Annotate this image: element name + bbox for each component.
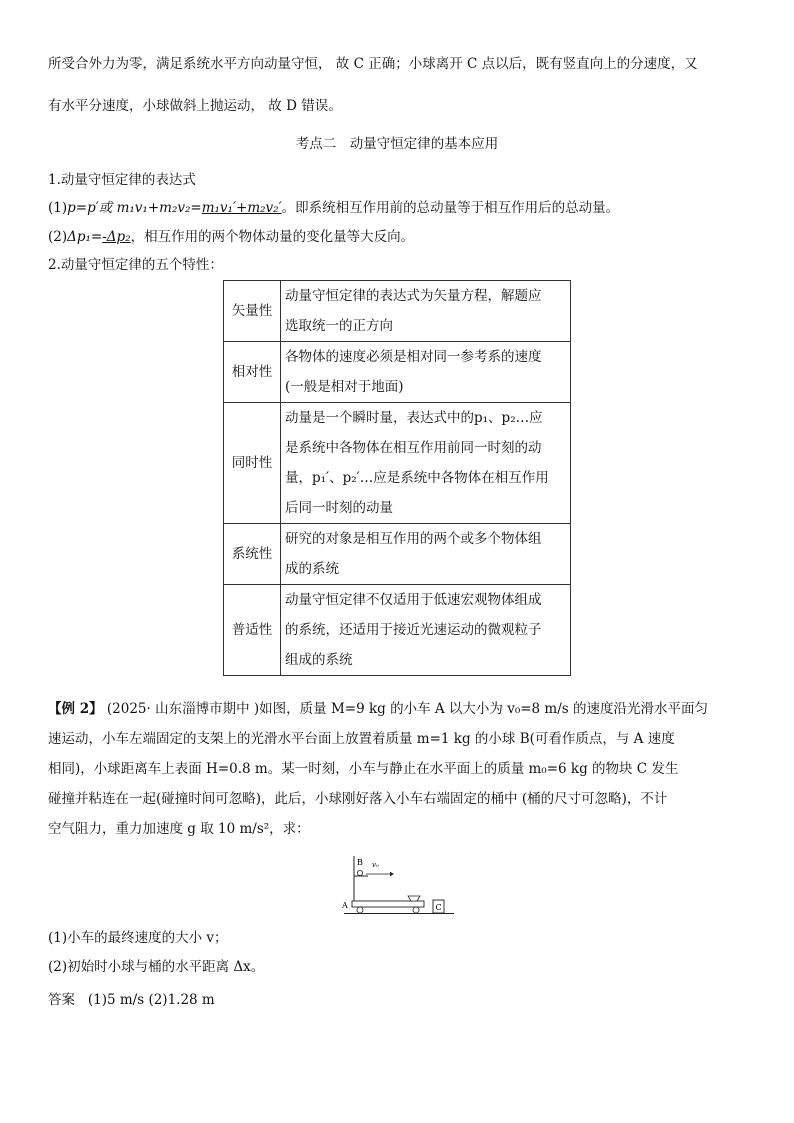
desc-line: 组成的系统 [285, 652, 353, 668]
question-2: (2)初始时小球与桶的水平距离 Δx。 [48, 959, 265, 975]
desc-line: 各物体的速度必须是相对同一参考系的速度 [285, 349, 542, 365]
property-desc [281, 585, 571, 676]
velocity-label: v₀ [372, 861, 379, 869]
bucket [408, 896, 420, 901]
formula-line-2 [48, 225, 414, 245]
property-desc [281, 524, 571, 585]
intro-line-1: 所受合外力为零，满足系统水平方向动量守恒， 故 C 正确；小球离开 C 点以后，既有竖直向上的分速度，又 [48, 56, 698, 72]
property-name: 系统性 [224, 524, 281, 585]
example-line: 速运动，小车左端固定的支架上的光滑水平台面上放置着质量 m=1 kg 的小球 B(可看作质点，与 A 速度 [48, 731, 675, 747]
section-title: 考点二 动量守恒定律的基本应用 [295, 136, 499, 152]
formula-1: p=p′或 m₁v₁+m₂v₂= [67, 200, 202, 216]
example-line: 相同)，小球距离车上表面 H=0.8 m。某一时刻，小车与静止在水平面上的质量 m₀=6 kg 的物块 C 发生 [48, 761, 679, 777]
formula-2-tail: ，相互作用的两个物体动量的变化量等大反向。 [130, 229, 415, 245]
table-row [224, 403, 571, 524]
ball-b-label: B [357, 858, 363, 867]
ball-b [357, 870, 362, 875]
block-c-label: C [435, 903, 442, 912]
desc-line: 的系统，还适用于接近光速运动的微观粒子 [285, 622, 542, 638]
cart-body [352, 901, 424, 907]
table-row [224, 585, 571, 676]
example-paragraph [48, 694, 748, 844]
cart-a-label: A [342, 901, 348, 910]
desc-line: 成的系统 [285, 561, 339, 577]
example-line: 碰撞并粘连在一起(碰撞时间可忽略)，此后，小球刚好落入小车右端固定的桶中 (桶的尺寸可忽略)，不计 [48, 791, 668, 807]
answer-line [48, 988, 215, 1008]
property-desc [281, 342, 571, 403]
property-name: 同时性 [224, 403, 281, 524]
question-1: (1)小车的最终速度的大小 v； [48, 930, 228, 946]
answer-value: (1)5 m/s (2)1.28 m [87, 992, 215, 1008]
formula-2-prefix: (2) [48, 229, 68, 245]
desc-line: (一般是相对于地面) [285, 379, 404, 395]
wheel-left [357, 907, 363, 913]
property-desc [281, 403, 571, 524]
formula-line-1 [48, 196, 619, 216]
point1-heading: 1.动量守恒定律的表达式 [48, 172, 196, 188]
table-row [224, 342, 571, 403]
answer-label: 答案 [48, 992, 75, 1008]
cart-diagram [338, 852, 458, 916]
formula-2-blank: -Δp₂ [102, 229, 131, 245]
point2-heading: 2.动量守恒定律的五个特性： [48, 257, 223, 273]
table-row [224, 524, 571, 585]
desc-line: 动量是一个瞬时量，表达式中的p₁、p₂…应 [285, 410, 543, 426]
intro-line-2: 有水平分速度，小球做斜上抛运动， 故 D 错误。 [48, 98, 342, 114]
example-line: 空气阻力，重力加速度 g 取 10 m/s²，求： [48, 821, 310, 837]
desc-line: 研究的对象是相互作用的两个或多个物体组 [285, 531, 542, 547]
properties-table [223, 280, 571, 676]
formula-1-prefix: (1) [48, 200, 68, 216]
desc-line: 量，p₁′、p₂′…应是系统中各物体在相互作用 [285, 470, 549, 486]
formula-1-tail: 。即系统相互作用前的总动量等于相互作用后的总动量。 [281, 200, 620, 216]
table-row [224, 281, 571, 342]
desc-line: 后同一时刻的动量 [285, 500, 393, 516]
example-line [48, 694, 748, 724]
property-name: 相对性 [224, 342, 281, 403]
arrowhead [390, 872, 394, 876]
desc-line: 是系统中各物体在相互作用前同一时刻的动 [285, 440, 542, 456]
wheel-right [413, 907, 419, 913]
property-name: 矢量性 [224, 281, 281, 342]
property-desc [281, 281, 571, 342]
property-name: 普适性 [224, 585, 281, 676]
desc-line: 动量守恒定律的表达式为矢量方程，解题应 [285, 288, 542, 304]
formula-2: Δp₁= [67, 229, 103, 245]
desc-line: 选取统一的正方向 [285, 318, 393, 334]
desc-line: 动量守恒定律不仅适用于低速宏观物体组成 [285, 592, 542, 608]
example-text: (2025· 山东淄博市期中 )如图，质量 M=9 kg 的小车 A 以大小为 v₀=8 m/s 的速度沿光滑水平面匀 [106, 701, 708, 717]
formula-1-blank: m₁v₁′+m₂v₂′ [201, 200, 282, 216]
example-tag: 【例 2】 [48, 701, 103, 717]
